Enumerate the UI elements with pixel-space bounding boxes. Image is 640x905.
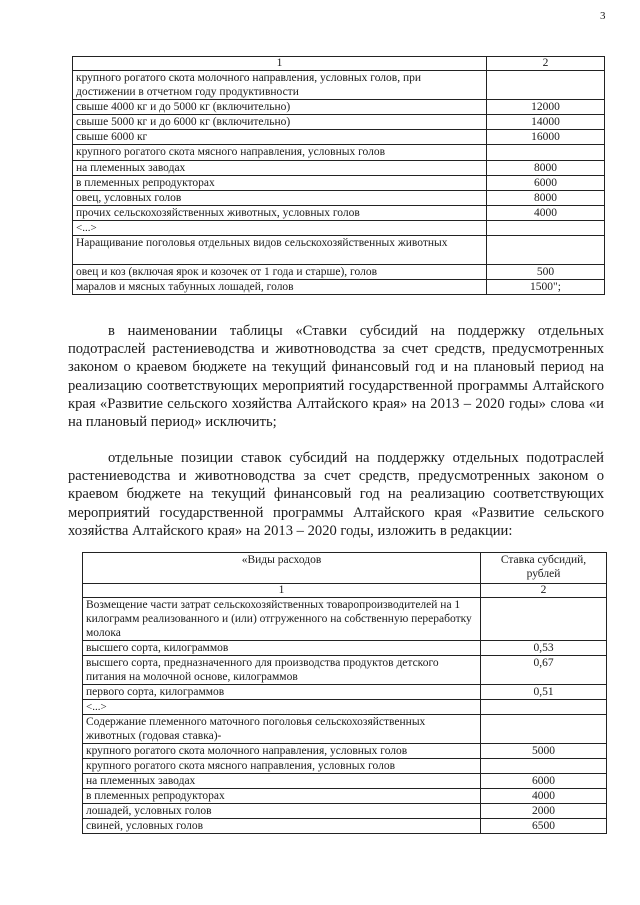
row-label: свыше 6000 кг [73, 130, 487, 145]
column-number-1: 1 [73, 57, 487, 71]
row-label: свыше 5000 кг и до 6000 кг (включительно) [73, 115, 487, 130]
row-label: в племенных репродукторах [83, 789, 481, 804]
row-value [481, 598, 607, 641]
row-label: Возмещение части затрат сельскохозяйственных товаропроизводителей на 1 килограмм реализованного и (или) отгруженного на собственную переработку молока [83, 598, 481, 641]
table-row [83, 656, 607, 685]
row-value: 0,53 [481, 641, 607, 656]
table-row [73, 206, 605, 221]
table-row [73, 236, 605, 265]
row-value [481, 715, 607, 744]
table-row [83, 685, 607, 700]
row-value [481, 700, 607, 715]
row-label: крупного рогатого скота мясного направления, условных голов [83, 759, 481, 774]
subsidy-table-continued [72, 56, 605, 295]
row-label: прочих сельскохозяйственных животных, условных голов [73, 206, 487, 221]
row-label: первого сорта, килограммов [83, 685, 481, 700]
row-label: маралов и мясных табунных лошадей, голов [73, 280, 487, 295]
row-value: 500 [487, 265, 605, 280]
page-number: 3 [600, 10, 606, 22]
row-value: 4000 [481, 789, 607, 804]
table-row [73, 161, 605, 176]
amendment-paragraph-2: отдельные позиции ставок субсидий на поддержку отдельных подотраслей растениеводства и животноводства за счет средств, предусмотренных законом о краевом бюджете на текущий финансовый год на реализацию соответствующих мероприятий государственной программы Алтайского края «Развитие сельского хозяйства Алтайского края» на 2013 – 2020 годы, изложить в редакции: [68, 450, 604, 539]
table-row [83, 819, 607, 834]
row-value: 12000 [487, 100, 605, 115]
row-value [487, 145, 605, 161]
row-label: овец, условных голов [73, 191, 487, 206]
table-row-ellipsis [83, 700, 607, 715]
row-value: 0,51 [481, 685, 607, 700]
row-label: крупного рогатого скота молочного направления, условных голов [83, 744, 481, 759]
row-label: в племенных репродукторах [73, 176, 487, 191]
row-value: 6000 [481, 774, 607, 789]
row-value: 2000 [481, 804, 607, 819]
table-row-ellipsis [73, 221, 605, 236]
table-row [73, 265, 605, 280]
table-row [73, 130, 605, 145]
table-row [83, 804, 607, 819]
row-label: <...> [73, 221, 487, 236]
table-header-row [73, 57, 605, 71]
table-row [83, 759, 607, 774]
subsidy-rates-table [82, 552, 607, 834]
amendment-paragraph-1: в наименовании таблицы «Ставки субсидий на поддержку отдельных подотраслей растениеводства и животноводства за счет средств, предусмотренных законом о краевом бюджете на текущий финансовый год и на плановый период на реализацию соответствующих мероприятий государственной программы Алтайского края «Развитие сельского хозяйства Алтайского края» на 2013 – 2020 годы» слова «и на плановый период» исключить; [68, 323, 604, 431]
row-label: <...> [83, 700, 481, 715]
column-number-2: 2 [481, 584, 607, 598]
row-label: высшего сорта, килограммов [83, 641, 481, 656]
table-row [73, 115, 605, 130]
row-label: крупного рогатого скота мясного направления, условных голов [73, 145, 487, 161]
row-value [481, 759, 607, 774]
table-row [73, 191, 605, 206]
table-row [73, 280, 605, 295]
table-row [73, 145, 605, 161]
table-number-row [83, 584, 607, 598]
row-value: 6500 [481, 819, 607, 834]
row-value: 8000 [487, 191, 605, 206]
row-value: 14000 [487, 115, 605, 130]
table-row [73, 100, 605, 115]
table-row [73, 176, 605, 191]
row-value: 5000 [481, 744, 607, 759]
table-row [83, 598, 607, 641]
row-value: 1500"; [487, 280, 605, 295]
row-value [487, 221, 605, 236]
column-title-expense-types: «Виды расходов [83, 553, 481, 584]
column-title-subsidy-rate: Ставка субсидий, рублей [481, 553, 607, 584]
table-row [83, 715, 607, 744]
row-value: 0,67 [481, 656, 607, 685]
row-label: высшего сорта, предназначенного для производства продуктов детского питания на молочной основе, килограммов [83, 656, 481, 685]
row-label: овец и коз (включая ярок и козочек от 1 года и старше), голов [73, 265, 487, 280]
table-row [83, 789, 607, 804]
table-row [83, 774, 607, 789]
row-label: лошадей, условных голов [83, 804, 481, 819]
row-value [487, 236, 605, 265]
row-value: 16000 [487, 130, 605, 145]
table-title-row [83, 553, 607, 584]
row-value: 4000 [487, 206, 605, 221]
row-label: Содержание племенного маточного поголовья сельскохозяйственных животных (годовая ставка)- [83, 715, 481, 744]
table-row [83, 641, 607, 656]
table-row [83, 744, 607, 759]
row-value: 6000 [487, 176, 605, 191]
row-label: на племенных заводах [83, 774, 481, 789]
row-label: Наращивание поголовья отдельных видов сельскохозяйственных животных [73, 236, 487, 265]
column-number-2: 2 [487, 57, 605, 71]
row-label: на племенных заводах [73, 161, 487, 176]
row-label: крупного рогатого скота молочного направления, условных голов, при достижении в отчетном году продуктивности [73, 71, 487, 100]
table-row [73, 71, 605, 100]
row-label: свиней, условных голов [83, 819, 481, 834]
row-value [487, 71, 605, 100]
row-label: свыше 4000 кг и до 5000 кг (включительно) [73, 100, 487, 115]
column-number-1: 1 [83, 584, 481, 598]
row-value: 8000 [487, 161, 605, 176]
